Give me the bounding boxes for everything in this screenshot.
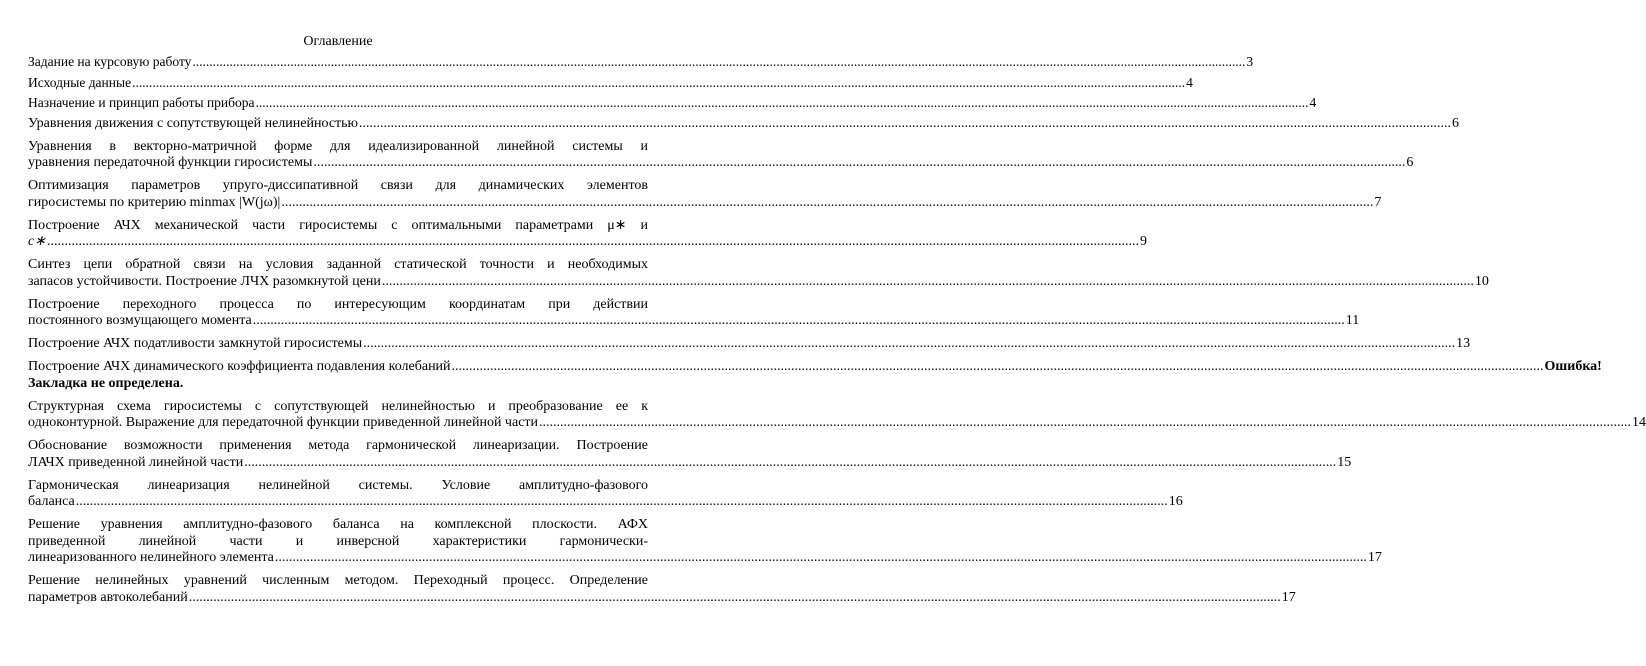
toc-entry-title: параметров автоколебаний xyxy=(28,589,188,605)
toc-page-number: 9 xyxy=(1139,234,1147,249)
toc-page-number: 17 xyxy=(1367,550,1382,565)
toc-entry-title: постоянного возмущающего момента xyxy=(28,313,252,328)
dot-leader xyxy=(192,54,1245,71)
page-title: Оглавление xyxy=(303,34,373,49)
toc-page-number: 14 xyxy=(1632,415,1646,430)
toc-entry-title: запасов устойчивости. Построение ЛЧХ разомкнутой цени xyxy=(28,273,381,289)
bookmark-error-text: Закладка не определена. xyxy=(28,375,184,391)
toc-entry[interactable] xyxy=(28,438,1352,471)
toc-page-number: 11 xyxy=(1345,313,1360,328)
toc-entry-title: Построение АЧХ податливости замкнутой гиросистемы xyxy=(28,336,363,351)
toc-page-number: 3 xyxy=(1246,54,1254,69)
toc-entry[interactable] xyxy=(28,178,1382,211)
toc-entry-title: Уравнения движения с сопутствующей нелинейностью xyxy=(28,115,359,131)
toc-entry[interactable] xyxy=(28,517,1382,567)
dot-leader xyxy=(359,116,1451,133)
toc-page-number: 15 xyxy=(1337,454,1352,470)
dot-leader xyxy=(47,234,1139,251)
toc-entry-title: Назначение и принцип работы прибора xyxy=(28,95,255,110)
toc-entry-title: линеаризованного нелинейного элемента xyxy=(28,550,274,565)
toc-entry[interactable] xyxy=(28,573,1296,606)
dot-leader xyxy=(452,359,1544,376)
toc-entry-title: одноконтурной. Выражение для передаточной функции приведенной линейной части xyxy=(28,415,539,430)
dot-leader xyxy=(382,274,1474,291)
toc-entry[interactable] xyxy=(28,296,1360,330)
toc-page-number: 6 xyxy=(1406,155,1414,170)
toc-entry[interactable] xyxy=(28,54,1254,71)
toc-entry-title: уравнения передаточной функции гиросистемы xyxy=(28,155,313,170)
dot-leader xyxy=(256,95,1309,112)
toc-entry-title-line: Построение переходного процесса по интересующим координатам при действии xyxy=(28,296,648,312)
toc-entry-title-line: Структурная схема гиросистемы с сопутствующей нелинейностью и преобразование ее к xyxy=(28,398,648,414)
bookmark-error-text: Ошибка! xyxy=(1544,359,1602,374)
dot-leader xyxy=(244,455,1336,472)
dot-leader xyxy=(76,494,1168,511)
toc-page xyxy=(28,34,1646,613)
toc-entry-title-line: Оптимизация параметров упруго-диссипативной связи для динамических элементов xyxy=(28,178,648,193)
toc-entry-title: гиросистемы по критерию minmax |W(jω)| xyxy=(28,194,281,210)
toc-page-number: 13 xyxy=(1456,336,1471,351)
toc-entry-title-line: приведенной линейной части и инверсной характеристики гармонически- xyxy=(28,533,648,549)
toc-entry-title-line: Решение уравнения амплитудно-фазового баланса на комплексной плоскости. АФХ xyxy=(28,517,648,532)
toc-page-number: 6 xyxy=(1452,115,1460,131)
toc-entry[interactable] xyxy=(28,336,1471,353)
toc-entry-title: Построение АЧХ динамического коэффициента подавления колебаний xyxy=(28,359,451,374)
toc-page-number: 7 xyxy=(1374,194,1382,210)
dot-leader xyxy=(313,155,1405,172)
toc-page-number: 16 xyxy=(1168,494,1183,509)
toc-entry-title: Исходные данные xyxy=(28,74,132,90)
toc-entry-title-line: Гармоническая линеаризация нелинейной системы. Условие амплитудно-фазового xyxy=(28,477,648,493)
dot-leader xyxy=(281,195,1373,212)
toc-entry-title: c∗ xyxy=(28,234,46,249)
toc-page-number: 4 xyxy=(1186,74,1193,90)
toc-entry-title: баланса xyxy=(28,494,75,509)
toc-entry[interactable] xyxy=(28,257,1489,290)
toc-page-number: 4 xyxy=(1309,95,1317,110)
toc-entry[interactable] xyxy=(28,115,1460,133)
toc-entry[interactable] xyxy=(28,398,1646,432)
dot-leader xyxy=(363,336,1455,353)
toc-entry-title-line: Решение нелинейных уравнений численным методом. Переходный процесс. Определение xyxy=(28,573,648,588)
toc-entry-title-line: Построение АЧХ механической части гиросистемы с оптимальными параметрами μ∗ и xyxy=(28,217,648,233)
dot-leader xyxy=(189,590,1281,607)
toc-entry-title: Задание на курсовую работу xyxy=(28,54,192,69)
toc-page-number: 17 xyxy=(1281,589,1296,605)
toc-entry-broken-bookmark[interactable] xyxy=(28,359,1602,392)
dot-leader xyxy=(132,75,1185,92)
toc-entry[interactable] xyxy=(28,138,1414,172)
toc-entry[interactable] xyxy=(28,95,1317,112)
toc-entry-title-line: Обоснование возможности применения метода гармонической линеаризации. Построение xyxy=(28,438,648,453)
toc-entry[interactable] xyxy=(28,477,1183,511)
toc-entry[interactable] xyxy=(28,217,1147,251)
toc-entry[interactable] xyxy=(28,74,1193,92)
dot-leader xyxy=(539,415,1631,432)
toc-entry-title-line: Уравнения в векторно-матричной форме для идеализированной линейной системы и xyxy=(28,138,648,154)
toc-entry-title-line: Синтез цепи обратной связи на условия заданной статической точности и необходимых xyxy=(28,257,648,272)
toc-entry-title: ЛАЧХ приведенной линейной части xyxy=(28,454,244,470)
toc-page-number: 10 xyxy=(1474,273,1489,289)
dot-leader xyxy=(275,550,1367,567)
dot-leader xyxy=(253,313,1345,330)
